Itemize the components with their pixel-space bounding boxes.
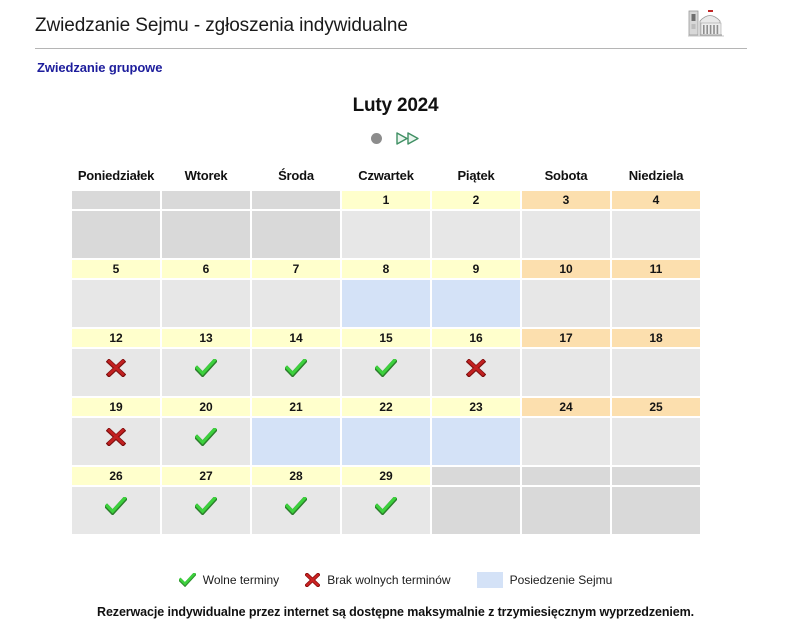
calendar-body: [72, 191, 700, 534]
green-check-icon: [195, 497, 217, 515]
calendar-cell-sunday-25: [612, 418, 700, 465]
green-check-icon: [105, 497, 127, 515]
weekday-header-monday: Poniedziałek: [77, 168, 155, 183]
group-visits-link[interactable]: Zwiedzanie grupowe: [37, 60, 163, 75]
calendar-date-4: 4: [612, 191, 700, 209]
calendar-cell-unavailable-12: [72, 349, 160, 396]
green-check-icon: [375, 359, 397, 377]
calendar-cell-saturday-3: [522, 211, 610, 258]
calendar-cell-saturday-10: [522, 280, 610, 327]
blue-swatch-icon: [477, 572, 503, 588]
calendar-cell-empty: [162, 211, 250, 258]
red-cross-icon: [466, 359, 486, 377]
visit-availability-calendar: [70, 166, 702, 536]
calendar-cell-available-29[interactable]: [342, 487, 430, 534]
calendar-date-25: 25: [612, 398, 700, 416]
calendar-date-5: 5: [72, 260, 160, 278]
calendar-date-11: 11: [612, 260, 700, 278]
legend-item-available: [179, 573, 279, 587]
calendar-cell-sejm-session-21: [252, 418, 340, 465]
calendar-date-empty: [72, 191, 160, 209]
calendar-cell-unavailable-16: [432, 349, 520, 396]
calendar-date-28: 28: [252, 467, 340, 485]
calendar-date-13: 13: [162, 329, 250, 347]
red-cross-icon: [305, 573, 320, 587]
calendar-cell-available-14[interactable]: [252, 349, 340, 396]
green-check-icon: [285, 497, 307, 515]
weekday-header-row: [72, 168, 700, 189]
calendar-date-empty: [522, 467, 610, 485]
weekday-header-friday: Piątek: [457, 168, 495, 183]
calendar-date-row: [72, 191, 700, 209]
legend-label-sejm-session: Posiedzenie Sejmu: [509, 573, 613, 587]
calendar-date-26: 26: [72, 467, 160, 485]
legend-label-unavailable: Brak wolnych terminów: [327, 573, 451, 587]
calendar-cell-tuesday-6: [162, 280, 250, 327]
calendar-cell-available-15[interactable]: [342, 349, 430, 396]
calendar-status-row: [72, 487, 700, 534]
weekday-header-sunday: Niedziela: [628, 168, 684, 183]
calendar-date-9: 9: [432, 260, 520, 278]
calendar-cell-empty: [72, 211, 160, 258]
calendar-cell-empty: [252, 211, 340, 258]
calendar-date-12: 12: [72, 329, 160, 347]
calendar-cell-sejm-session-8: [342, 280, 430, 327]
green-check-icon: [375, 497, 397, 515]
calendar-date-14: 14: [252, 329, 340, 347]
calendar-cell-wednesday-7: [252, 280, 340, 327]
legend-item-unavailable: [305, 573, 450, 587]
weekday-header-thursday: Czwartek: [358, 168, 414, 183]
calendar-cell-monday-5: [72, 280, 160, 327]
calendar-cell-available-13[interactable]: [162, 349, 250, 396]
calendar-date-21: 21: [252, 398, 340, 416]
calendar-date-22: 22: [342, 398, 430, 416]
calendar-date-17: 17: [522, 329, 610, 347]
calendar-cell-saturday-17: [522, 349, 610, 396]
calendar-date-19: 19: [72, 398, 160, 416]
calendar-status-row: [72, 349, 700, 396]
calendar-date-29: 29: [342, 467, 430, 485]
calendar-cell-friday-2: [432, 211, 520, 258]
calendar-cell-available-26[interactable]: [72, 487, 160, 534]
calendar-date-10: 10: [522, 260, 610, 278]
calendar-date-3: 3: [522, 191, 610, 209]
calendar-date-empty: [612, 467, 700, 485]
next-month-double-chevron-icon[interactable]: [396, 132, 420, 145]
calendar-date-row: [72, 398, 700, 416]
calendar-date-27: 27: [162, 467, 250, 485]
calendar-date-empty: [162, 191, 250, 209]
calendar-date-18: 18: [612, 329, 700, 347]
calendar-date-23: 23: [432, 398, 520, 416]
sejm-building-logo-icon: [684, 5, 732, 42]
weekday-header-tuesday: Wtorek: [184, 168, 228, 183]
green-check-icon: [285, 359, 307, 377]
calendar-cell-saturday-24: [522, 418, 610, 465]
green-check-icon: [195, 359, 217, 377]
calendar-cell-empty: [522, 487, 610, 534]
calendar-status-row: [72, 211, 700, 258]
calendar-date-row: [72, 329, 700, 347]
weekday-header-saturday: Sobota: [544, 168, 588, 183]
green-check-icon: [179, 573, 196, 587]
reservation-notice: Rezerwacje indywidualne przez internet są dostępne maksymalnie z trzymiesięcznym wyprzedzeniem.: [97, 605, 694, 619]
calendar-date-7: 7: [252, 260, 340, 278]
calendar-date-16: 16: [432, 329, 520, 347]
legend-item-sejm-session: [477, 572, 613, 588]
calendar-month-title: Luty 2024: [352, 95, 439, 116]
header-divider: [35, 48, 747, 49]
calendar-cell-sejm-session-9: [432, 280, 520, 327]
calendar-date-20: 20: [162, 398, 250, 416]
legend-label-available: Wolne terminy: [202, 573, 280, 587]
calendar-date-15: 15: [342, 329, 430, 347]
calendar-date-empty: [432, 467, 520, 485]
calendar-status-row: [72, 418, 700, 465]
calendar-cell-sejm-session-22: [342, 418, 430, 465]
calendar-cell-available-27[interactable]: [162, 487, 250, 534]
calendar-cell-unavailable-19: [72, 418, 160, 465]
calendar-status-row: [72, 280, 700, 327]
page-header: [35, 14, 747, 50]
calendar-cell-available-28[interactable]: [252, 487, 340, 534]
red-cross-icon: [106, 428, 126, 446]
calendar-date-2: 2: [432, 191, 520, 209]
prev-month-disabled-icon: [371, 133, 382, 144]
calendar-date-empty: [252, 191, 340, 209]
green-check-icon: [195, 428, 217, 446]
calendar-legend: [0, 572, 791, 588]
red-cross-icon: [106, 359, 126, 377]
calendar-cell-sejm-session-23: [432, 418, 520, 465]
calendar-cell-sunday-18: [612, 349, 700, 396]
calendar-navigation: [0, 132, 791, 145]
calendar-cell-available-20[interactable]: [162, 418, 250, 465]
calendar-date-8: 8: [342, 260, 430, 278]
page-title: Zwiedzanie Sejmu - zgłoszenia indywidualne: [35, 15, 408, 36]
calendar-date-24: 24: [522, 398, 610, 416]
calendar-cell-thursday-1: [342, 211, 430, 258]
weekday-header-wednesday: Środa: [278, 168, 314, 183]
calendar-date-row: [72, 467, 700, 485]
calendar-cell-sunday-4: [612, 211, 700, 258]
calendar-cell-sunday-11: [612, 280, 700, 327]
calendar-cell-empty: [432, 487, 520, 534]
calendar-date-row: [72, 260, 700, 278]
calendar-cell-empty: [612, 487, 700, 534]
calendar-date-1: 1: [342, 191, 430, 209]
calendar-date-6: 6: [162, 260, 250, 278]
